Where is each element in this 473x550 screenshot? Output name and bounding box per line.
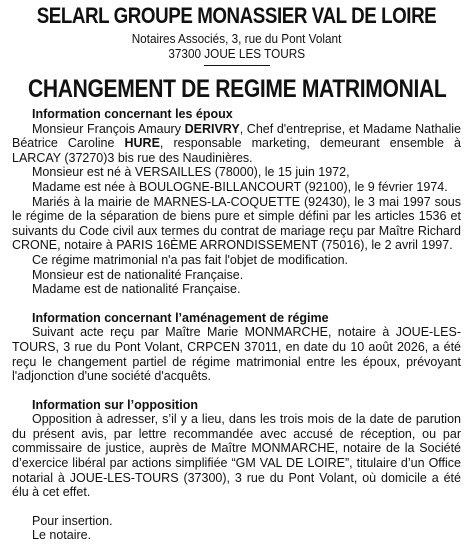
company-address bbox=[12, 32, 461, 62]
notice-title: CHANGEMENT DE REGIME MATRIMONIAL bbox=[27, 75, 446, 103]
notice-body bbox=[12, 107, 461, 543]
paragraph-no-modification: Ce régime matrimonial n'a pas fait l'objet de modification. bbox=[32, 252, 349, 267]
section-heading: Information sur l’opposition bbox=[32, 397, 198, 412]
section-opposition bbox=[12, 398, 461, 500]
paragraph-birth-wife: Madame est née à BOULOGNE-BILLANCOURT (92100), le 9 février 1974. bbox=[32, 179, 448, 194]
closing bbox=[12, 514, 461, 543]
paragraph-nationality-wife: Madame est de nationalité Française. bbox=[32, 282, 241, 297]
section-heading: Information concernant l’aménagement de régime bbox=[32, 310, 329, 325]
closing-line-1: Pour insertion. bbox=[32, 513, 113, 528]
spouse-name-2: HURE bbox=[124, 136, 160, 151]
section-epoux bbox=[12, 107, 461, 297]
legal-notice bbox=[0, 4, 473, 550]
paragraph-spouses: Monsieur François Amaury DERIVRY, Chef d'entreprise, et Madame Nathalie Béatrice Caroline HURE, responsable marketing, demeurant ensemble à LARCAY (37270)3 bis rue des Naudinières. bbox=[12, 121, 462, 165]
section-amenagement bbox=[12, 311, 461, 384]
spouse-name-1: DERIVRY bbox=[184, 121, 240, 136]
address-line-2: 37300 JOUE LES TOURS bbox=[168, 47, 305, 61]
paragraph-opposition: Opposition à adresser, s’il y a lieu, dans les trois mois de la date de parution du présent avis, par lettre recommandée avec accusé de réception, ou par commissaire de justice, auprès de Maître MONMARCHE, notaire de la Société d’exercice libéral par actions simplifiée “GM VAL DE LOIRE”, titulaire d’un Office notarial à JOUE-LES-TOURS (37300), 3 rue du Pont Volant, où domicile a été élu à cet effet. bbox=[12, 412, 461, 500]
paragraph-deed: Suivant acte reçu par Maître Marie MONMARCHE, notaire à JOUE-LES-TOURS, 3 rue du Pont Volant, CRPCEN 37011, en date du 10 août 2026, a été reçu le changement partiel de régime matrimonial entre les époux, prévoyant l'adjonction d'une société d'acquêts. bbox=[12, 325, 461, 384]
paragraph-nationality-husband: Monsieur est de nationalité Française. bbox=[32, 267, 244, 282]
paragraph-marriage: Mariés à la mairie de MARNES-LA-COQUETTE (92430), le 3 mai 1997 sous le régime de la séparation de biens pure et simple défini par les articles 1536 et suivants du Code civil aux termes du contrat de mariage reçu par Maître Richard CRONE, notaire à PARIS 16ÈME ARRONDISSEMENT (75016), le 2 avril 1997. bbox=[12, 194, 461, 253]
closing-line-2: Le notaire. bbox=[32, 528, 92, 543]
address-line-1: Notaires Associés, 3, rue du Pont Volant bbox=[131, 32, 342, 46]
section-heading: Information concernant les époux bbox=[32, 107, 233, 121]
company-name: SELARL GROUPE MONASSIER VAL DE LOIRE bbox=[36, 3, 437, 28]
header-divider bbox=[204, 65, 270, 66]
paragraph-birth-husband: Monsieur est né à VERSAILLES (78000), le 15 juin 1972, bbox=[32, 165, 350, 180]
